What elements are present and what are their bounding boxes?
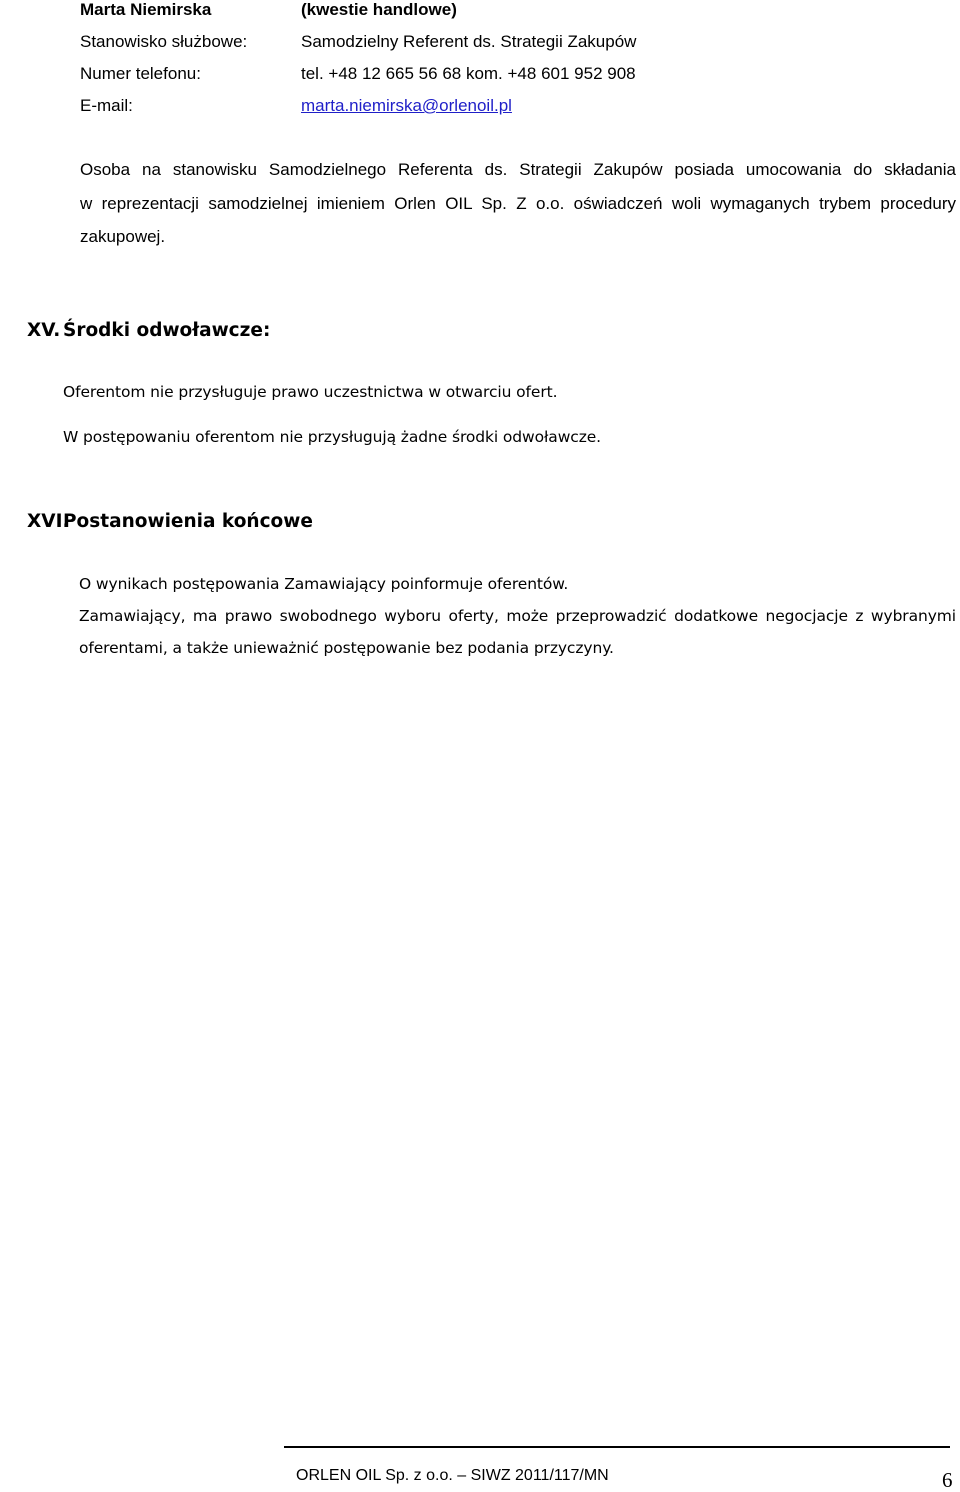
position-label: Stanowisko służbowe:	[80, 32, 248, 51]
phone-value: tel. +48 12 665 56 68 kom. +48 601 952 908	[301, 64, 636, 83]
authorization-line-1: Osoba na stanowisku Samodzielnego Referenta ds. Strategii Zakupów posiada umocowania do składania	[80, 160, 956, 179]
authorization-line-2: w reprezentacji samodzielnej imieniem Orlen OIL Sp. Z o.o. oświadczeń woli wymaganych trybem procedury	[80, 194, 956, 213]
section-16-paragraph-2-line-1: Zamawiający, ma prawo swobodnego wyboru oferty, może przeprowadzić dodatkowe negocjacje z wybranymi	[79, 607, 956, 625]
footer-divider	[284, 1446, 950, 1448]
section-16-title: Postanowienia końcowe	[63, 511, 313, 532]
position-value: Samodzielny Referent ds. Strategii Zakupów	[301, 32, 637, 51]
section-16-paragraph-1: O wynikach postępowania Zamawiający poinformuje oferentów.	[79, 575, 569, 593]
contact-scope: (kwestie handlowe)	[301, 0, 457, 19]
email-link[interactable]: marta.niemirska@orlenoil.pl	[301, 96, 512, 115]
authorization-line-3: zakupowej.	[80, 227, 166, 246]
section-16-number: XVI.	[27, 511, 70, 532]
phone-label: Numer telefonu:	[80, 64, 201, 83]
section-15-number: XV.	[27, 320, 61, 341]
section-16-paragraph-2-line-2: oferentami, a także unieważnić postępowanie bez podania przyczyny.	[79, 639, 614, 657]
section-15-title: Środki odwoławcze:	[63, 320, 271, 341]
contact-name: Marta Niemirska	[80, 0, 212, 19]
footer-text: ORLEN OIL Sp. z o.o. – SIWZ 2011/117/MN	[296, 1467, 609, 1484]
page-number: 6	[942, 1468, 953, 1492]
email-label: E-mail:	[80, 96, 133, 115]
section-15-paragraph-2: W postępowaniu oferentom nie przysługują żadne środki odwoławcze.	[63, 428, 601, 446]
section-15-paragraph-1: Oferentom nie przysługuje prawo uczestnictwa w otwarciu ofert.	[63, 383, 558, 401]
